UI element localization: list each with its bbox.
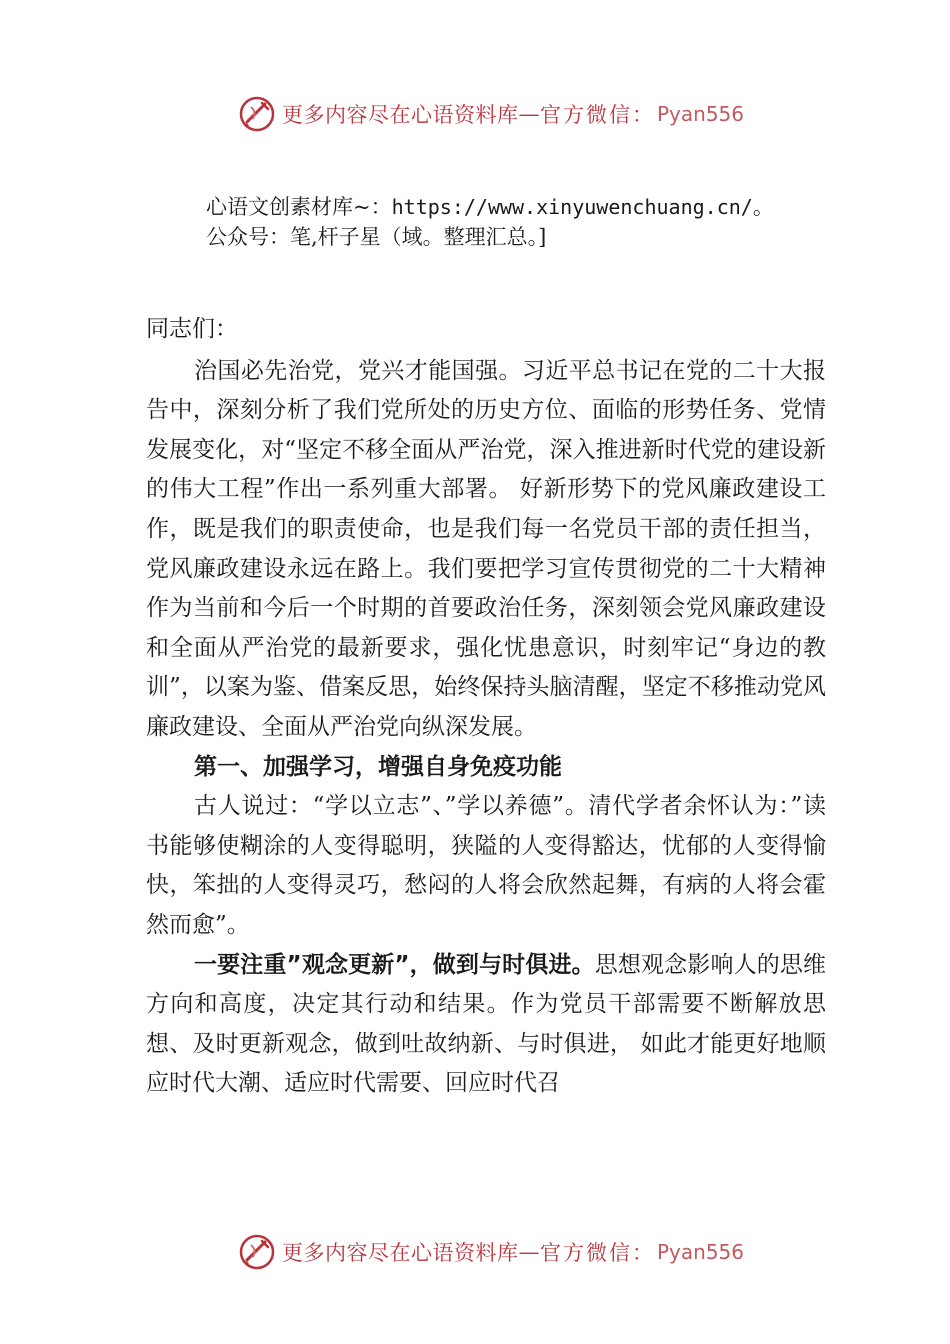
pen-seal-icon — [238, 1233, 276, 1271]
source-line-1 — [206, 192, 774, 222]
banner-wechat-id: Pyan556 — [657, 102, 745, 126]
section-heading: 第一、加强学习，增强自身免疫功能 — [194, 753, 562, 780]
source-line-2: 公众号：笔,杆子星（域。整理汇总。] — [206, 225, 547, 249]
banner-wechat-label: 官方微信： — [540, 103, 655, 127]
banner-text: 更多内容尽在心语资料库 — [282, 103, 519, 127]
pen-seal-icon — [238, 95, 276, 133]
point-lead: 一要注重”观念更新”，做到与时俱进。 — [194, 951, 595, 978]
header-banner — [238, 94, 744, 134]
source-url: https://www.xinyuwenchuang.cn/ — [391, 195, 753, 219]
document-body — [146, 310, 826, 1104]
banner-text: 更多内容尽在心语资料库 — [282, 1241, 519, 1265]
banner-wechat-id: Pyan556 — [657, 1240, 745, 1264]
banner-dash: — — [518, 102, 540, 126]
source-site-label: 心语文创素材库~： — [206, 195, 392, 219]
section-paragraph: 古人说过：“学以立志”、”学以养德”。清代学者余怀认为：”读书能够使糊涂的人变得聪明，狭隘的人变得豁达，忧郁的人变得愉快，笨拙的人变得灵巧，愁闷的人将会欣然起舞，有病的人将会霍然而愈”。 — [146, 793, 826, 938]
point-paragraph — [146, 946, 826, 1104]
greeting: 同志们： — [146, 316, 238, 342]
banner-wechat-label: 官方微信： — [540, 1241, 655, 1265]
intro-paragraph: 治国必先治党，党兴才能国强。习近平总书记在党的二十大报告中，深刻分析了我们党所处的历史方位、面临的形势任务、党情发展变化，对“坚定不移全面从严治党，深入推进新时代党的建设新的伟大工程”作出一系列重大部署。 好新形势下的党风廉政建设工作，既是我们的职责使命，也是我们每一名党员干部的责任担当，党风廉政建设永远在路上。我们要把学习宣传贯彻党的二十大精神作为当前和今后一个时期的首要政治任务，深刻领会党风廉政建设和全面从严治党的最新要求，强化忧患意识，时刻牢记“身边的教训”，以案为鉴、借案反思，始终保持头脑清醒，坚定不移推动党风廉政建设、全面从严治党向纵深发展。 — [146, 357, 826, 740]
footer-banner — [238, 1232, 744, 1272]
banner-dash: — — [518, 1240, 540, 1264]
point-text: 思想观念影响人的思维方向和高度，决定其行动和结果。作为党员干部需要不断解放思想、及时更新观念，做到吐故纳新、与时俱进， 如此才能更好地顺应时代大潮、适应时代需要、回应时代召 — [146, 951, 827, 1097]
source-note — [206, 192, 774, 252]
source-suffix: 。 — [752, 195, 774, 219]
